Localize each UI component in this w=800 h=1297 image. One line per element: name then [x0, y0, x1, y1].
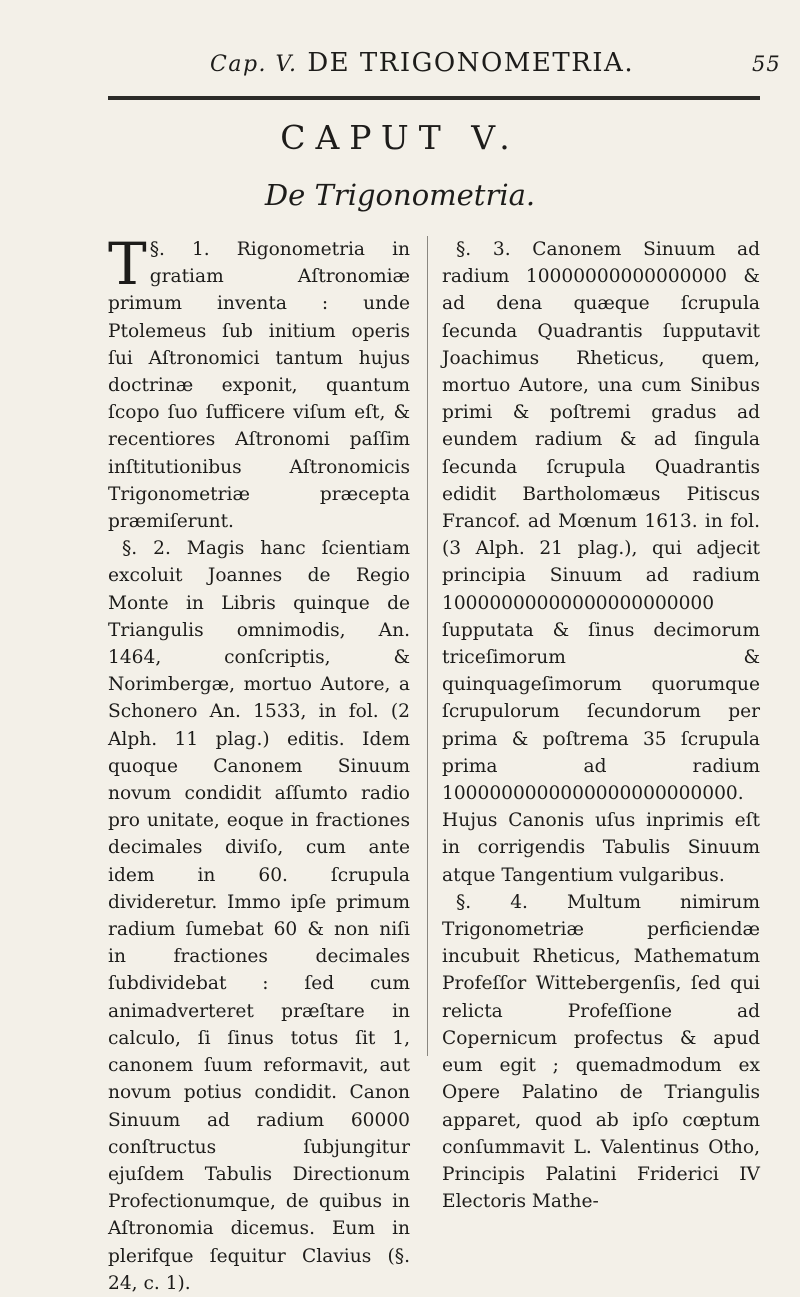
left-column: [108, 230, 410, 1297]
header-rule: [108, 96, 760, 100]
chapter-subtitle: De Trigonometria.: [264, 178, 536, 212]
chapter-title: CAPUT V.: [280, 118, 520, 157]
paragraph-3: §. 3. Canonem Sinuum ad radium 10000000000000000 & ad dena quæque ſcrupula ſecunda Quadrantis ſupputavit Joachimus Rheticus, quem, mortuo Autore, una cum Sinibus primi & poſtremi gradus ad eundem radium & ad ſingula ſecunda ſcrupula Quadrantis edidit Bartholomæus Pitiscus Francof. ad Mœnum 1613. in fol. (3 Alph. 21 plag.), qui adjecit principia Sinuum ad radium 10000000000000000000000 ſupputata & ſinus decimorum triceſimorum & quinquageſimorum quorumque ſcrupulorum ſecundorum per prima & poſtrema 35 ſcrupula prima ad radium 1000000000000000000000000. Hujus Canonis uſus inprimis eſt in corrigendis Tabulis Sinuum atque Tangentium vulgaribus.: [442, 239, 760, 886]
column-divider: [427, 236, 428, 1056]
paragraph-1-text: Rigonometria in gratiam Aſtronomiæ primum inventa : unde Ptolemeus ſub initium operis ſui Aſtronomici tantum hujus doctrinæ exponit, quantum ſcopo ſuo ſufficere viſum eſt, & recentiores Aſtronomi paſſim inſtitutionibus Aſtronomicis Trigonometriæ præcepta præmiſerunt.: [108, 239, 410, 533]
right-column: [442, 236, 760, 1215]
page-number: 55: [752, 52, 781, 76]
running-header-title: [210, 48, 634, 78]
running-title: DE TRIGONOMETRIA.: [307, 48, 635, 78]
running-header: [0, 48, 800, 88]
paragraph-2: §. 2. Magis hanc ſcientiam excoluit Joannes de Regio Monte in Libris quinque de Triangulis omnimodis, An. 1464, conſcriptis, & Norimbergæ, mortuo Autore, a Schonero An. 1533, in fol. (2 Alph. 11 plag.) editis. Idem quoque Canonem Sinuum novum condidit aſſumto radio pro unitate, eoque in fractiones decimales diviſo, cum ante idem in 60. ſcrupula divideretur. Immo ipſe primum radium ſumebat 60 & non niſi in fractiones decimales ſubdividebat : ſed cum animadverteret præſtare in calculo, ſi ſinus totus ſit 1, canonem ſuum reformavit, aut novum potius condidit. Canon Sinuum ad radium 60000 conſtructus ſubjungitur ejuſdem Tabulis Directionum Profectionumque, de quibus in Aſtronomia dicemus. Eum in plerifque ſequitur Clavius (§. 24, c. 1).: [108, 538, 410, 1294]
dropcap-letter: T: [108, 230, 147, 298]
paragraph-1: [108, 230, 410, 535]
paragraph-4: §. 4. Multum nimirum Trigonometriæ perficiendæ incubuit Rheticus, Mathematum Profeſſor Wittebergenſis, ſed qui relicta Profeſſione ad Copernicum profectus & apud eum egit ; quemadmodum ex Opere Palatino de Triangulis apparet, quod ab ipſo cœptum conſummavit L. Valentinus Otho, Principis Palatini Friderici IV Electoris Mathe-: [442, 891, 760, 1213]
section-marker: §. 1.: [149, 239, 210, 260]
chapter-label: Cap. V.: [210, 52, 298, 77]
